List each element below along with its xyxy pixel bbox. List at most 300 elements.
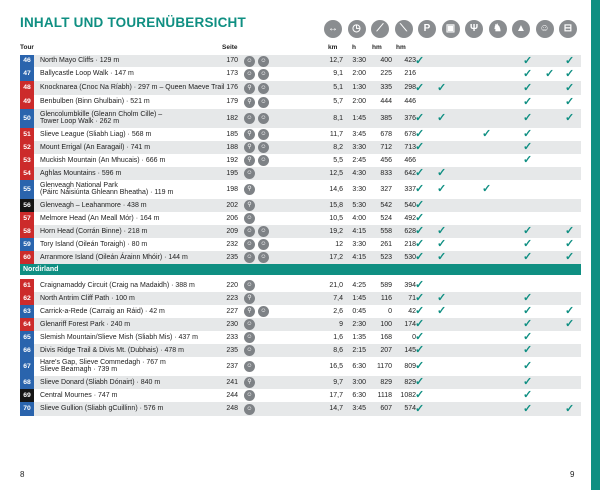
descent-m: 298 bbox=[404, 84, 416, 91]
checkmark-icon: ✓ bbox=[523, 331, 533, 343]
ascent-m: 100 bbox=[380, 321, 392, 328]
duration-hours: 6:30 bbox=[352, 392, 366, 399]
checkmark-icon: ✓ bbox=[415, 141, 425, 153]
checkmark-icon: ✓ bbox=[523, 154, 533, 166]
descent-m: 628 bbox=[404, 228, 416, 235]
duration-hours: 1:45 bbox=[352, 295, 366, 302]
distance-km: 8,6 bbox=[333, 347, 343, 354]
duration-hours: 4:15 bbox=[352, 228, 366, 235]
tour-name: Arranmore Island (Oileán Árainn Mhóir) · 144 m bbox=[40, 253, 188, 261]
smiley-rating-icon: ☺ bbox=[258, 129, 269, 140]
checkmark-icon: ✓ bbox=[415, 344, 425, 356]
tour-name: Melmore Head (An Meall Mór) · 164 m bbox=[40, 214, 160, 222]
duration-hours: 3:45 bbox=[352, 405, 366, 412]
tour-number-badge: 66 bbox=[20, 344, 34, 357]
descent-m: 1082 bbox=[400, 392, 416, 399]
checkmark-icon: ✓ bbox=[565, 238, 575, 250]
tour-number-badge: 55 bbox=[20, 180, 34, 199]
descent-m: 218 bbox=[404, 241, 416, 248]
smiley-rating-icon: ☺ bbox=[258, 69, 269, 80]
descent-m: 423 bbox=[404, 57, 416, 64]
checkmark-icon: ✓ bbox=[523, 68, 533, 80]
page-ref: 202 bbox=[226, 202, 238, 209]
checkmark-icon: ✓ bbox=[565, 251, 575, 263]
descent-m: 42 bbox=[408, 308, 416, 315]
checkmark-icon: ✓ bbox=[415, 128, 425, 140]
checkmark-icon: ✓ bbox=[415, 251, 425, 263]
page-ref: 233 bbox=[226, 334, 238, 341]
page-ref: 235 bbox=[226, 254, 238, 261]
tour-name: Ballycastle Loop Walk · 147 m bbox=[40, 70, 134, 78]
table-row bbox=[20, 180, 581, 199]
hiker-icon: ⚲ bbox=[244, 184, 255, 195]
checkmark-icon: ✓ bbox=[415, 376, 425, 388]
smiley-rating-icon: ☺ bbox=[244, 239, 255, 250]
tour-number-badge: 57 bbox=[20, 212, 34, 225]
checkmark-icon: ✓ bbox=[415, 331, 425, 343]
checkmark-icon: ✓ bbox=[523, 305, 533, 317]
checkmark-icon: ✓ bbox=[523, 389, 533, 401]
distance-km: 17,7 bbox=[329, 392, 343, 399]
duration-hours: 1:30 bbox=[352, 84, 366, 91]
page-ref: 192 bbox=[226, 157, 238, 164]
descent-m: 174 bbox=[404, 321, 416, 328]
page-ref: 237 bbox=[226, 363, 238, 370]
table-row bbox=[20, 212, 581, 225]
tour-name: Benbulben (Binn Ghulbain) · 521 m bbox=[40, 98, 150, 106]
tour-number-badge: 64 bbox=[20, 318, 34, 331]
smiley-rating-icon: ☺ bbox=[244, 226, 255, 237]
smiley-rating-icon: ☺ bbox=[244, 319, 255, 330]
tour-number-badge: 62 bbox=[20, 292, 34, 305]
tour-number-badge: 49 bbox=[20, 95, 34, 109]
ascent-m: 589 bbox=[380, 282, 392, 289]
ascent-m: 116 bbox=[380, 295, 392, 302]
descent-m: 574 bbox=[404, 405, 416, 412]
smiley-rating-icon: ☺ bbox=[244, 252, 255, 263]
table-row bbox=[20, 344, 581, 357]
tour-name: Glenveagh – Leahanmore · 438 m bbox=[40, 201, 147, 209]
hiker-icon: ⚲ bbox=[244, 97, 255, 108]
page-ref: 198 bbox=[226, 186, 238, 193]
smiley-rating-icon: ☺ bbox=[258, 239, 269, 250]
descent-m: 642 bbox=[404, 170, 416, 177]
distance-km: 8,1 bbox=[333, 115, 343, 122]
ascent-m: 0 bbox=[388, 308, 392, 315]
distance-km: 9,1 bbox=[333, 70, 343, 77]
hiker-icon: ⚲ bbox=[244, 377, 255, 388]
tour-number-badge: 47 bbox=[20, 67, 34, 81]
hiker-icon: ⚲ bbox=[244, 200, 255, 211]
descent-m: 446 bbox=[404, 98, 416, 105]
tour-name: North Mayo Cliffs · 129 m bbox=[40, 57, 120, 65]
tour-name: Glenariff Forest Park · 240 m bbox=[40, 320, 131, 328]
distance-km: 14,6 bbox=[329, 186, 343, 193]
checkmark-icon: ✓ bbox=[523, 55, 533, 67]
tour-number-badge: 68 bbox=[20, 376, 34, 389]
distance-km: 7,4 bbox=[333, 295, 343, 302]
tour-name: Slemish Mountain/Slieve Mish (Sliabh Mis) · 437 m bbox=[40, 333, 198, 341]
checkmark-icon: ✓ bbox=[565, 225, 575, 237]
page-ref: 173 bbox=[226, 70, 238, 77]
distance-km: 9,7 bbox=[333, 379, 343, 386]
tour-number-badge: 60 bbox=[20, 251, 34, 264]
ascent-m: 261 bbox=[380, 241, 392, 248]
duration-hours: 3:30 bbox=[352, 186, 366, 193]
page-ref: 230 bbox=[226, 321, 238, 328]
distance-km: 5,5 bbox=[333, 157, 343, 164]
duration-hours: 3:30 bbox=[352, 57, 366, 64]
ascent-m: 829 bbox=[380, 379, 392, 386]
page-ref: 170 bbox=[226, 57, 238, 64]
page-ref: 209 bbox=[226, 228, 238, 235]
smiley-rating-icon: ☺ bbox=[258, 56, 269, 67]
checkmark-icon: ✓ bbox=[415, 212, 425, 224]
duration-hours: 1:35 bbox=[352, 334, 366, 341]
table-row bbox=[20, 141, 581, 154]
descent-m: 71 bbox=[408, 295, 416, 302]
hiker-icon: ⚲ bbox=[244, 306, 255, 317]
smiley-rating-icon: ☺ bbox=[258, 113, 269, 124]
checkmark-icon: ✓ bbox=[523, 318, 533, 330]
checkmark-icon: ✓ bbox=[437, 82, 447, 94]
page-ref: 188 bbox=[226, 144, 238, 151]
dog-icon: ♞ bbox=[489, 20, 507, 38]
distance-km: 8,2 bbox=[333, 144, 343, 151]
tour-name: Slieve Gullion (Sliabh gCuillinn) · 576 m bbox=[40, 405, 164, 413]
table-row bbox=[20, 95, 581, 109]
table-row bbox=[20, 154, 581, 167]
smiley-rating-icon: ☺ bbox=[244, 113, 255, 124]
duration-hours: 4:30 bbox=[352, 170, 366, 177]
checkmark-icon: ✓ bbox=[523, 141, 533, 153]
page-number-left: 8 bbox=[20, 470, 25, 479]
checkmark-icon: ✓ bbox=[437, 292, 447, 304]
table-row bbox=[20, 81, 581, 95]
smiley-rating-icon: ☺ bbox=[244, 361, 255, 372]
smiley-rating-icon: ☺ bbox=[258, 97, 269, 108]
table-row bbox=[20, 305, 581, 318]
checkmark-icon: ✓ bbox=[437, 251, 447, 263]
hiker-icon: ⚲ bbox=[244, 155, 255, 166]
page-ref: 195 bbox=[226, 170, 238, 177]
ascent-m: 335 bbox=[380, 84, 392, 91]
smiley-rating-icon: ☺ bbox=[258, 142, 269, 153]
checkmark-icon: ✓ bbox=[523, 112, 533, 124]
checkmark-icon: ✓ bbox=[437, 225, 447, 237]
page-ref: 206 bbox=[226, 215, 238, 222]
checkmark-icon: ✓ bbox=[415, 305, 425, 317]
descent-m: 466 bbox=[404, 157, 416, 164]
table-row bbox=[20, 67, 581, 81]
smiley-rating-icon: ☺ bbox=[258, 306, 269, 317]
table-row bbox=[20, 225, 581, 238]
checkmark-icon: ✓ bbox=[523, 292, 533, 304]
page-title: INHALT UND TOURENÜBERSICHT bbox=[20, 15, 246, 30]
duration-hours: 4:25 bbox=[352, 282, 366, 289]
duration-hours: 4:15 bbox=[352, 254, 366, 261]
distance-km: 12,7 bbox=[329, 57, 343, 64]
ascent-m: 558 bbox=[380, 228, 392, 235]
ascent-m: 225 bbox=[380, 70, 392, 77]
checkmark-icon: ✓ bbox=[437, 305, 447, 317]
checkmark-icon: ✓ bbox=[565, 68, 575, 80]
tour-name: Muckish Mountain (An Mhucais) · 666 m bbox=[40, 156, 166, 164]
table-row bbox=[20, 292, 581, 305]
distance-km: 1,6 bbox=[333, 334, 343, 341]
table-row bbox=[20, 389, 581, 402]
page-ref: 248 bbox=[226, 405, 238, 412]
distance-km: 21,0 bbox=[329, 282, 343, 289]
checkmark-icon: ✓ bbox=[523, 360, 533, 372]
duration-hours: 2:15 bbox=[352, 347, 366, 354]
tour-name: Glencolumbkille (Gleann Cholm Cille) – Tower Loop Walk · 262 m bbox=[40, 110, 163, 126]
distance-km: 16,5 bbox=[329, 363, 343, 370]
distance-km: 9 bbox=[339, 321, 343, 328]
ascent-m: 1118 bbox=[377, 392, 392, 399]
checkmark-icon: ✓ bbox=[523, 344, 533, 356]
ascent-m: 607 bbox=[380, 405, 392, 412]
table-row bbox=[20, 128, 581, 141]
distance-km: 5,7 bbox=[333, 98, 343, 105]
tour-name: Craignamaddy Circuit (Craig na Madaidh) · 388 m bbox=[40, 281, 195, 289]
duration-hours: 2:00 bbox=[352, 98, 366, 105]
tour-number-badge: 63 bbox=[20, 305, 34, 318]
col-header-hm-down: hm bbox=[396, 44, 406, 51]
table-row bbox=[20, 402, 581, 416]
col-header-km: km bbox=[328, 44, 338, 51]
tour-name: Hare's Gap, Slieve Commedagh · 767 m Slieve Bearnagh · 739 m bbox=[40, 358, 166, 374]
tour-number-badge: 56 bbox=[20, 199, 34, 212]
duration-hours: 6:30 bbox=[352, 363, 366, 370]
ascent-m: 833 bbox=[380, 170, 392, 177]
checkmark-icon: ✓ bbox=[415, 199, 425, 211]
checkmark-icon: ✓ bbox=[545, 68, 555, 80]
tour-number-badge: 69 bbox=[20, 389, 34, 402]
page-ref: 227 bbox=[226, 308, 238, 315]
descent-m: 492 bbox=[404, 215, 416, 222]
descent-m: 0 bbox=[412, 334, 416, 341]
ascent-m: 168 bbox=[380, 334, 392, 341]
smiley-rating-icon: ☺ bbox=[244, 280, 255, 291]
descent-m: 540 bbox=[404, 202, 416, 209]
duration-hours: 3:30 bbox=[352, 144, 366, 151]
ascent-m: 207 bbox=[380, 347, 392, 354]
ascent-icon: ⟋ bbox=[371, 20, 389, 38]
page-ref: 241 bbox=[226, 379, 238, 386]
col-header-tour: Tour bbox=[20, 44, 34, 51]
distance-icon: ↔ bbox=[324, 20, 342, 38]
checkmark-icon: ✓ bbox=[523, 96, 533, 108]
ascent-m: 444 bbox=[380, 98, 392, 105]
ascent-m: 400 bbox=[380, 57, 392, 64]
checkmark-icon: ✓ bbox=[415, 292, 425, 304]
checkmark-icon: ✓ bbox=[482, 128, 492, 140]
tour-number-badge: 61 bbox=[20, 279, 34, 292]
checkmark-icon: ✓ bbox=[565, 305, 575, 317]
smiley-rating-icon: ☺ bbox=[244, 345, 255, 356]
tour-name: Tory Island (Oileán Toraigh) · 80 m bbox=[40, 240, 148, 248]
smiley-rating-icon: ☺ bbox=[258, 83, 269, 94]
page-ref: 244 bbox=[226, 392, 238, 399]
bus-icon: ▣ bbox=[442, 20, 460, 38]
tour-name: Carrick-a-Rede (Carraig an Ráid) · 42 m bbox=[40, 307, 165, 315]
restaurant-icon: Ψ bbox=[465, 20, 483, 38]
checkmark-icon: ✓ bbox=[523, 82, 533, 94]
distance-km: 19,2 bbox=[329, 228, 343, 235]
checkmark-icon: ✓ bbox=[523, 251, 533, 263]
distance-km: 5,1 bbox=[333, 84, 343, 91]
page-number-right: 9 bbox=[570, 470, 575, 479]
tour-name: Aghlas Mountains · 596 m bbox=[40, 169, 122, 177]
tour-name: Knocknarea (Cnoc Na Ríabh) · 297 m – Queen Maeve Trail bbox=[40, 84, 225, 92]
duration-hours: 0:45 bbox=[352, 308, 366, 315]
duration-hours: 1:45 bbox=[352, 115, 366, 122]
page-ref: 176 bbox=[226, 84, 238, 91]
tour-number-badge: 52 bbox=[20, 141, 34, 154]
hiker-icon: ⚲ bbox=[244, 142, 255, 153]
checkmark-icon: ✓ bbox=[415, 55, 425, 67]
table-row bbox=[20, 318, 581, 331]
distance-km: 15,8 bbox=[329, 202, 343, 209]
hiker-icon: ⚲ bbox=[244, 83, 255, 94]
checkmark-icon: ✓ bbox=[565, 96, 575, 108]
table-row bbox=[20, 251, 581, 264]
page-ref: 232 bbox=[226, 241, 238, 248]
checkmark-icon: ✓ bbox=[415, 225, 425, 237]
distance-km: 10,5 bbox=[329, 215, 343, 222]
distance-km: 14,7 bbox=[329, 405, 343, 412]
ascent-m: 524 bbox=[380, 215, 392, 222]
table-row bbox=[20, 279, 581, 292]
descent-m: 530 bbox=[404, 254, 416, 261]
checkmark-icon: ✓ bbox=[523, 376, 533, 388]
smiley-rating-icon: ☺ bbox=[258, 226, 269, 237]
ascent-m: 1170 bbox=[376, 363, 392, 370]
duration-hours: 3:45 bbox=[352, 131, 366, 138]
train-icon: ⊟ bbox=[559, 20, 577, 38]
table-row bbox=[20, 199, 581, 212]
tour-name: Central Mournes · 747 m bbox=[40, 391, 118, 399]
duration-hours: 2:45 bbox=[352, 157, 366, 164]
checkmark-icon: ✓ bbox=[415, 360, 425, 372]
col-header-hm-up: hm bbox=[372, 44, 382, 51]
page-ref: 182 bbox=[226, 115, 238, 122]
checkmark-icon: ✓ bbox=[437, 238, 447, 250]
col-header-h: h bbox=[352, 44, 356, 51]
duration-hours: 5:30 bbox=[352, 202, 366, 209]
tour-name: Glenveagh National Park (Páirc Náisiúnta Ghleann Bheatha) · 119 m bbox=[40, 181, 174, 197]
checkmark-icon: ✓ bbox=[415, 389, 425, 401]
table-row bbox=[20, 55, 581, 67]
col-header-seite: Seite bbox=[222, 44, 238, 51]
duration-hours: 2:00 bbox=[352, 70, 366, 77]
checkmark-icon: ✓ bbox=[437, 167, 447, 179]
tour-number-badge: 70 bbox=[20, 402, 34, 416]
checkmark-icon: ✓ bbox=[565, 112, 575, 124]
checkmark-icon: ✓ bbox=[565, 55, 575, 67]
descent-m: 337 bbox=[404, 186, 416, 193]
parking-icon: P bbox=[418, 20, 436, 38]
smiley-rating-icon: ☺ bbox=[244, 390, 255, 401]
distance-km: 2,6 bbox=[333, 308, 343, 315]
checkmark-icon: ✓ bbox=[415, 403, 425, 415]
tour-name: Horn Head (Corrán Binne) · 218 m bbox=[40, 227, 148, 235]
smiley-rating-icon: ☺ bbox=[244, 404, 255, 415]
tour-number-badge: 48 bbox=[20, 81, 34, 95]
checkmark-icon: ✓ bbox=[565, 403, 575, 415]
checkmark-icon: ✓ bbox=[523, 238, 533, 250]
smiley-rating-icon: ☺ bbox=[244, 168, 255, 179]
checkmark-icon: ✓ bbox=[415, 112, 425, 124]
duration-hours: 4:00 bbox=[352, 215, 366, 222]
table-row bbox=[20, 357, 581, 376]
tour-name: North Antrim Cliff Path · 100 m bbox=[40, 294, 135, 302]
tour-number-badge: 58 bbox=[20, 225, 34, 238]
descent-icon: ⟍ bbox=[395, 20, 413, 38]
duration-hours: 2:30 bbox=[352, 321, 366, 328]
descent-m: 145 bbox=[404, 347, 416, 354]
page-ref: 185 bbox=[226, 131, 238, 138]
page-ref: 179 bbox=[226, 98, 238, 105]
duration-hours: 3:00 bbox=[352, 379, 366, 386]
checkmark-icon: ✓ bbox=[565, 318, 575, 330]
distance-km: 12 bbox=[335, 241, 343, 248]
checkmark-icon: ✓ bbox=[415, 183, 425, 195]
tour-number-badge: 46 bbox=[20, 55, 34, 67]
duration-hours: 3:30 bbox=[352, 241, 366, 248]
ascent-m: 523 bbox=[380, 254, 392, 261]
ascent-m: 385 bbox=[380, 115, 392, 122]
summit-icon: ▲ bbox=[512, 20, 530, 38]
smiley-rating-icon: ☺ bbox=[244, 56, 255, 67]
tour-number-badge: 59 bbox=[20, 238, 34, 251]
tour-number-badge: 50 bbox=[20, 109, 34, 128]
checkmark-icon: ✓ bbox=[482, 183, 492, 195]
tour-number-badge: 54 bbox=[20, 167, 34, 180]
descent-m: 216 bbox=[404, 70, 416, 77]
tour-name: Slieve Donard (Sliabh Dónairt) · 840 m bbox=[40, 378, 161, 386]
distance-km: 11,7 bbox=[329, 131, 343, 138]
descent-m: 678 bbox=[404, 131, 416, 138]
section-header-nordirland bbox=[20, 264, 581, 275]
smiley-rating-icon: ☺ bbox=[258, 252, 269, 263]
checkmark-icon: ✓ bbox=[415, 167, 425, 179]
hiker-icon: ⚲ bbox=[244, 293, 255, 304]
hiker-icon: ⚲ bbox=[244, 129, 255, 140]
section-label: Nordirland bbox=[23, 266, 59, 273]
tour-number-badge: 67 bbox=[20, 357, 34, 376]
ascent-m: 678 bbox=[380, 131, 392, 138]
tour-number-badge: 53 bbox=[20, 154, 34, 167]
distance-km: 17,2 bbox=[329, 254, 343, 261]
checkmark-icon: ✓ bbox=[523, 128, 533, 140]
table-row bbox=[20, 376, 581, 389]
distance-km: 12,5 bbox=[329, 170, 343, 177]
table-row bbox=[20, 238, 581, 251]
table-row bbox=[20, 109, 581, 128]
descent-m: 829 bbox=[404, 379, 416, 386]
checkmark-icon: ✓ bbox=[415, 279, 425, 291]
checkmark-icon: ✓ bbox=[415, 238, 425, 250]
descent-m: 713 bbox=[404, 144, 416, 151]
checkmark-icon: ✓ bbox=[437, 112, 447, 124]
page-ref: 220 bbox=[226, 282, 238, 289]
descent-m: 376 bbox=[404, 115, 416, 122]
ascent-m: 456 bbox=[380, 157, 392, 164]
page-edge-rail bbox=[591, 0, 600, 490]
table-row bbox=[20, 331, 581, 344]
